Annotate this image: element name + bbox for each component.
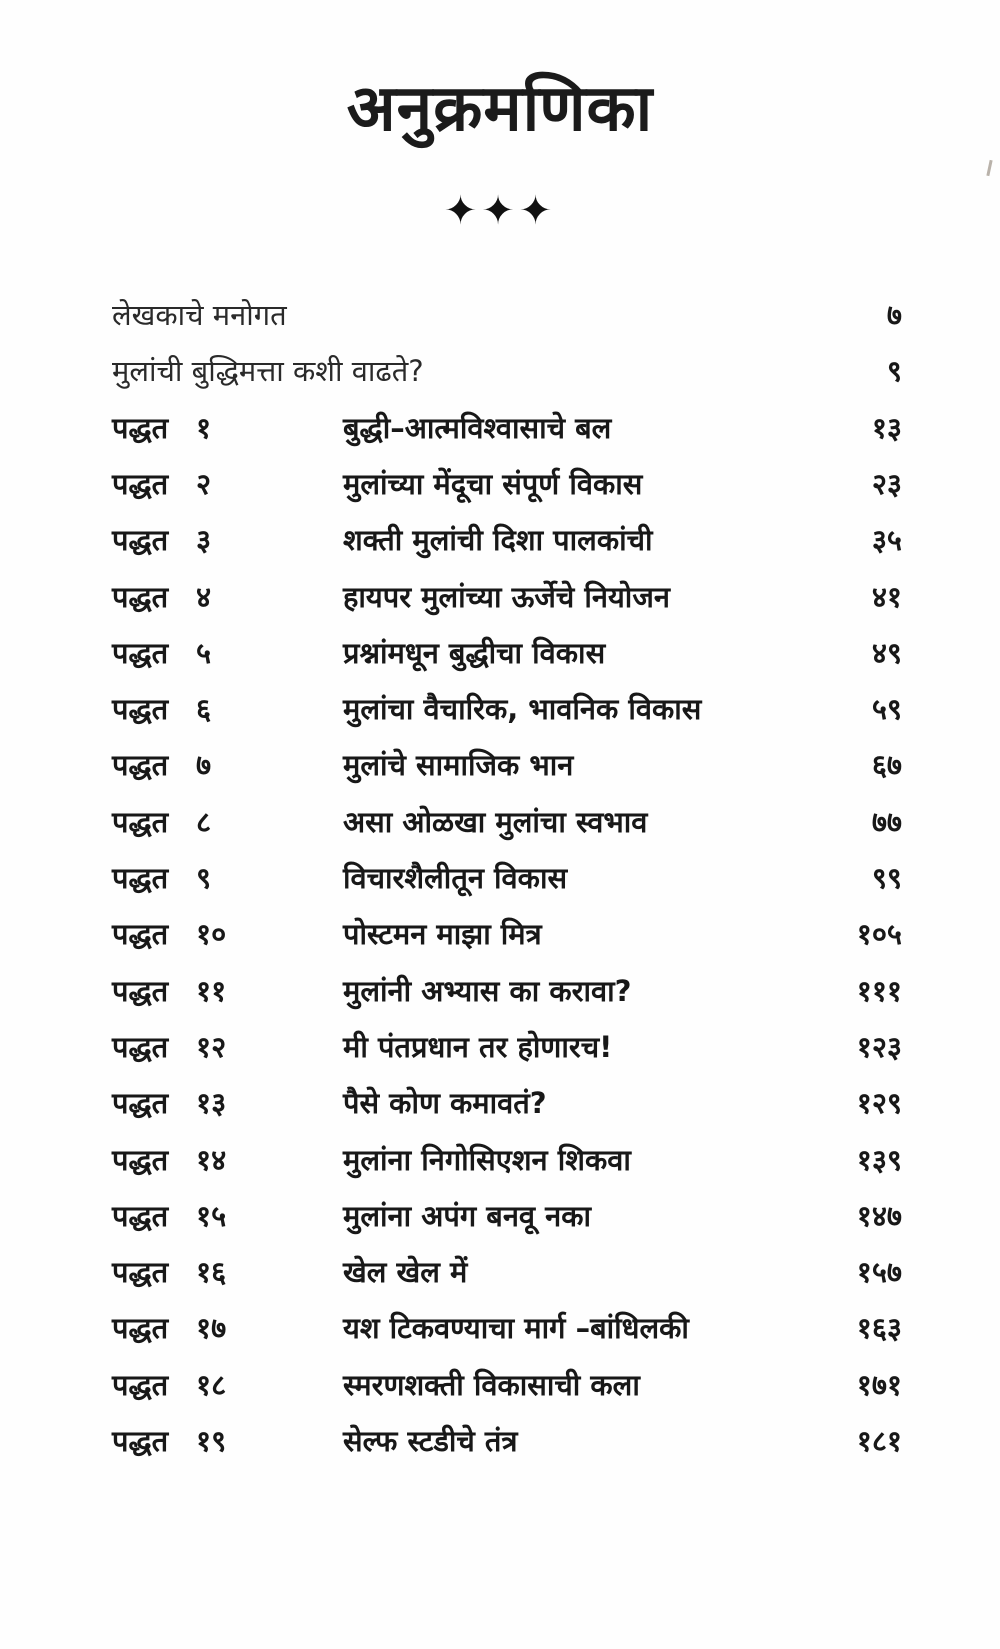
chapter-title: खेल खेल में	[343, 1255, 468, 1290]
chapter-title: सेल्फ स्टडीचे तंत्र	[343, 1424, 518, 1458]
chapter-word: पद्धत	[112, 1086, 169, 1121]
chapter-page: १२९	[856, 1086, 902, 1121]
chapter-number: ५	[196, 635, 212, 670]
chapter-page: १११	[856, 973, 902, 1008]
chapter-title: पोस्टमन माझा मित्र	[343, 917, 542, 952]
chapter-page: १३९	[856, 1142, 902, 1177]
chapter-page: १२३	[856, 1029, 902, 1064]
chapter-word: पद्धत	[112, 1198, 169, 1233]
chapter-number: १६	[196, 1255, 227, 1290]
chapter-word: पद्धत	[112, 635, 169, 670]
chapter-page: ४१	[871, 579, 902, 614]
chapter-number: ९	[196, 861, 212, 895]
chapter-page: ४९	[871, 635, 902, 670]
chapter-number: १८	[196, 1367, 227, 1402]
toc-chapter-entry	[0, 745, 1000, 797]
chapter-page: १३	[871, 410, 902, 445]
chapter-page: ६७	[871, 748, 902, 783]
chapter-title: यश टिकवण्याचा मार्ग –बांधिलकी	[343, 1311, 689, 1346]
toc-chapter-entry	[0, 914, 1000, 966]
toc-chapter-entry	[0, 408, 1000, 460]
chapter-word: पद्धत	[112, 1311, 169, 1346]
toc-chapter-entry	[0, 1421, 1000, 1473]
chapter-title: शक्ती मुलांची दिशा पालकांची	[343, 523, 653, 558]
chapter-title: मुलांना निगोसिएशन शिकवा	[343, 1142, 631, 1177]
toc-chapter-entry	[0, 1196, 1000, 1248]
title-ornament: ✦✦✦	[443, 188, 557, 234]
chapter-page: १०५	[856, 917, 902, 952]
chapter-word: पद्धत	[112, 1142, 169, 1177]
toc-chapter-entry	[0, 802, 1000, 854]
toc-intro-entry	[0, 295, 1000, 347]
chapter-word: पद्धत	[112, 917, 169, 952]
chapter-number: ६	[196, 692, 212, 727]
chapter-title: मुलांच्या मेंदूचा संपूर्ण विकास	[343, 466, 643, 501]
toc-chapter-entry	[0, 1308, 1000, 1360]
chapter-word: पद्धत	[112, 1255, 169, 1290]
toc-chapter-entry	[0, 689, 1000, 741]
chapter-word: पद्धत	[112, 1367, 169, 1402]
chapter-number: ७	[196, 748, 212, 783]
chapter-page: १६३	[856, 1311, 902, 1346]
chapter-title: विचारशैलीतून विकास	[343, 861, 568, 895]
toc-intro-entry	[0, 351, 1000, 403]
chapter-page: ७७	[871, 804, 902, 839]
chapter-title: मुलांचे सामाजिक भान	[343, 748, 574, 783]
chapter-number: १	[196, 410, 212, 445]
chapter-number: १२	[196, 1029, 227, 1064]
toc-entry-title: मुलांची बुद्धिमत्ता कशी वाढते?	[112, 354, 424, 389]
chapter-number: ११	[196, 973, 227, 1008]
chapter-page: ५९	[871, 692, 902, 727]
toc-chapter-entry	[0, 1083, 1000, 1135]
chapter-title: प्रश्नांमधून बुद्धीचा विकास	[343, 635, 606, 670]
chapter-number: २	[196, 466, 212, 501]
chapter-number: १९	[196, 1424, 227, 1458]
toc-chapter-entry	[0, 633, 1000, 685]
chapter-number: ३	[196, 523, 212, 558]
toc-entry-title: लेखकाचे मनोगत	[112, 298, 287, 332]
toc-chapter-entry	[0, 520, 1000, 572]
chapter-number: ४	[196, 579, 212, 614]
chapter-title: मी पंतप्रधान तर होणारच!	[343, 1029, 613, 1064]
chapter-word: पद्धत	[112, 579, 169, 614]
chapter-number: १४	[196, 1142, 227, 1177]
chapter-title: मुलांचा वैचारिक, भावनिक विकास	[343, 692, 702, 727]
chapter-word: पद्धत	[112, 523, 169, 558]
chapter-word: पद्धत	[112, 410, 169, 445]
chapter-page: १५७	[856, 1255, 902, 1290]
chapter-number: १७	[196, 1311, 227, 1346]
chapter-word: पद्धत	[112, 692, 169, 727]
chapter-title: बुद्धी–आत्मविश्वासाचे बल	[343, 410, 612, 445]
chapter-title: पैसे कोण कमावतं?	[343, 1086, 547, 1121]
chapter-title: मुलांनी अभ्यास का करावा?	[343, 973, 632, 1008]
chapter-title: हायपर मुलांच्या ऊर्जेचे नियोजन	[343, 579, 670, 614]
toc-entry-page: ९	[886, 354, 902, 389]
chapter-page: १७१	[856, 1367, 902, 1402]
chapter-number: १०	[196, 917, 227, 952]
chapter-page: ३५	[871, 523, 902, 558]
chapter-number: १३	[196, 1086, 227, 1121]
page-edge-mark	[986, 160, 992, 176]
chapter-title: असा ओळखा मुलांचा स्वभाव	[343, 804, 648, 839]
toc-chapter-entry	[0, 971, 1000, 1023]
chapter-word: पद्धत	[112, 861, 169, 895]
chapter-title: स्मरणशक्ती विकासाची कला	[343, 1367, 640, 1402]
toc-chapter-entry	[0, 1252, 1000, 1304]
chapter-page: १८१	[856, 1424, 902, 1458]
chapter-word: पद्धत	[112, 466, 169, 501]
chapter-word: पद्धत	[112, 973, 169, 1008]
toc-chapter-entry	[0, 1027, 1000, 1079]
chapter-word: पद्धत	[112, 1029, 169, 1064]
chapter-page: ९९	[871, 861, 902, 895]
toc-chapter-entry	[0, 858, 1000, 910]
chapter-page: २३	[871, 466, 902, 501]
toc-chapter-entry	[0, 577, 1000, 629]
chapter-number: ८	[196, 804, 212, 839]
chapter-page: १४७	[856, 1198, 902, 1233]
toc-chapter-entry	[0, 1140, 1000, 1192]
toc-chapter-entry	[0, 1365, 1000, 1417]
chapter-word: पद्धत	[112, 748, 169, 783]
chapter-word: पद्धत	[112, 804, 169, 839]
chapter-number: १५	[196, 1198, 227, 1233]
chapter-word: पद्धत	[112, 1424, 169, 1458]
toc-entry-page: ७	[886, 298, 902, 332]
chapter-title: मुलांना अपंग बनवू नका	[343, 1198, 592, 1233]
toc-chapter-entry	[0, 464, 1000, 516]
page-title: अनुक्रमणिका	[346, 72, 654, 146]
